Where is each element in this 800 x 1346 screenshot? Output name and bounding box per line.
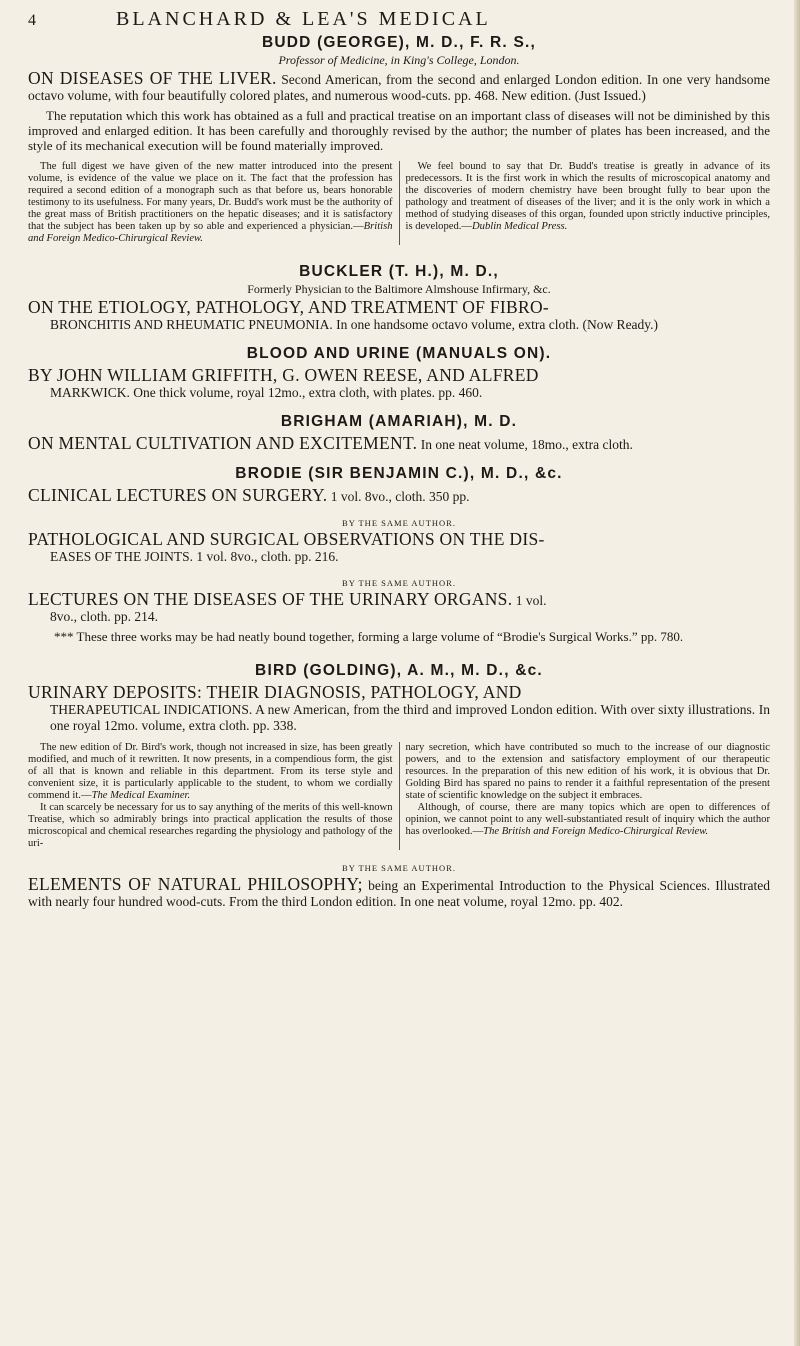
- review-left: [28, 161, 393, 245]
- author-heading: BUCKLER (T. H.), M. D.,: [299, 263, 499, 280]
- review-source: The British and Foreign Medico-Chirurgical Review.: [483, 826, 709, 837]
- review-source: British and Foreign Medico-Chirurgical Review.: [28, 221, 393, 244]
- book-description: The reputation which this work has obtained as a full and practical treatise on an important class of diseases will not be diminished by this improved and enlarged edition. It has been carefully and thoroughly revised by the author; the number of plates has been increased, and the style of its mechanical execution will be found materially improved.: [28, 108, 770, 153]
- book-title: [28, 591, 770, 625]
- review-text: The new edition of Dr. Bird's work, though not increased in size, has been greatly modified, and much of it rewritten. It now presents, in a compendious form, the gist of all that is known and reliable in this department. From its terse style and convenient size, it is particularly applicable to the student, to whom we cordially commend it.—: [28, 742, 393, 801]
- entry-blood-urine: [28, 345, 770, 401]
- title-main-cont: EASES OF THE JOINTS.: [50, 549, 194, 564]
- book-title: [28, 487, 770, 505]
- review-text-2: Although, of course, there are many topics which are open to differences of opinion, we cannot point to any well-substantiated result of inquiry which the author has overlooked.—: [405, 802, 770, 837]
- entry-buckler: [28, 263, 770, 333]
- title-details: being an Experimental Introduction to the Physical Sciences. Illustrated with nearly four hundred wood-cuts. From the third London edition. In one neat volume, royal 12mo. pp. 402.: [28, 878, 771, 909]
- review-source: The Medical Examiner.: [91, 790, 191, 801]
- entry-brodie-urinary: [28, 577, 770, 644]
- author-heading: BLOOD AND URINE (MANUALS ON).: [246, 345, 552, 362]
- author-heading: BIRD (GOLDING), A. M., M. D., &c.: [255, 662, 543, 679]
- title-main: URINARY DEPOSITS: THEIR DIAGNOSIS, PATHOLOGY, AND: [28, 682, 522, 702]
- title-main: LECTURES ON THE DISEASES OF THE URINARY ORGANS.: [28, 589, 513, 609]
- title-main: ON DISEASES OF THE LIVER.: [28, 68, 277, 88]
- title-main-cont: MARKWICK.: [50, 385, 130, 400]
- title-main: ELEMENTS OF NATURAL PHILOSOPHY;: [28, 874, 363, 894]
- review-text: The full digest we have given of the new matter introduced into the present volume, is evidence of the value we place on it. The fact that the profession has required a second edition of a monograph such as that before us, bears honorable testimony to its usefulness. For many years, Dr. Budd's work must be the authority of the great mass of British practitioners on the hepatic diseases; and it is satisfactory that the subject has been taken up by so able and experienced a physician.—: [28, 161, 393, 232]
- title-main: ON MENTAL CULTIVATION AND EXCITEMENT.: [28, 433, 418, 453]
- author-heading: BRODIE (SIR BENJAMIN C.), M. D., &c.: [235, 465, 563, 482]
- by-same-author: BY THE SAME AUTHOR.: [342, 578, 456, 588]
- review-right: [399, 161, 771, 245]
- reviews: [28, 161, 770, 245]
- book-title: [28, 531, 770, 565]
- author-note: Formerly Physician to the Baltimore Almshouse Infirmary, &c.: [247, 282, 551, 296]
- entry-bird-philosophy: [28, 862, 770, 910]
- review-text-2: It can scarcely be necessary for us to say anything of the merits of this well-known Treatise, which so admirably brings into practical application the results of those microscopical and chemical researches regarding the physiology and pathology of the uri-: [28, 802, 393, 849]
- running-title: BLANCHARD & LEA'S MEDICAL: [116, 8, 491, 30]
- title-main-cont: THERAPEUTICAL INDICATIONS.: [50, 702, 253, 717]
- page-number: 4: [28, 12, 36, 29]
- title-details: One thick volume, royal 12mo., extra cloth, with plates. pp. 460.: [133, 385, 483, 400]
- title-main-cont: BRONCHITIS AND RHEUMATIC PNEUMONIA.: [50, 317, 333, 332]
- bundle-notice: *** These three works may be had neatly bound together, forming a large volume of “Brodie's Surgical Works.” pp. 780.: [54, 629, 684, 644]
- running-head: [28, 8, 770, 34]
- book-title: [28, 299, 770, 333]
- title-details: Second American, from the second and enlarged London edition. In one very handsome octavo volume, with four beautifully colored plates, and numerous wood-cuts. pp. 468. New edition. (Just Issued.): [28, 72, 771, 103]
- title-details: 1 vol. 8vo., cloth. pp. 216.: [196, 549, 339, 564]
- review-text: We feel bound to say that Dr. Budd's treatise is greatly in advance of its predecessors. It is the first work in which the results of microscopical anatomy and the discoveries of modern chemistry have been brought fully to bear upon the pathology and treatment of diseases of the liver; and it is the only work in which a method of studying diseases of this organ, founded upon strictly inductive principles, is developed.—: [405, 161, 770, 232]
- title-details: A new American, from the third and improved London edition. With over sixty illustrations. In one royal 12mo. volume, extra cloth. pp. 338.: [50, 702, 770, 733]
- title-main: CLINICAL LECTURES ON SURGERY.: [28, 485, 328, 505]
- title-main: PATHOLOGICAL AND SURGICAL OBSERVATIONS ON THE DIS-: [28, 529, 545, 549]
- review-text: nary secretion, which have contributed so much to the increase of our diagnostic powers, and to the extension and satisfactory employment of our therapeutic resources. In the preparation of this new edition of his work, it is obvious that Dr. Golding Bird has spared no pains to render it a faithful representation of the present state of scientific knowledge on the subject it embraces.: [405, 742, 770, 801]
- review-right: [399, 742, 771, 850]
- entry-brigham: [28, 413, 770, 453]
- book-title: [28, 435, 770, 453]
- title-main: ON THE ETIOLOGY, PATHOLOGY, AND TREATMENT OF FIBRO-: [28, 297, 550, 317]
- author-note: Professor of Medicine, in King's College, London.: [278, 53, 520, 67]
- entry-brodie: [28, 465, 770, 505]
- entry-bird: [28, 662, 770, 850]
- author-heading: BRIGHAM (AMARIAH), M. D.: [280, 413, 518, 430]
- title-details: In one neat volume, 18mo., extra cloth.: [420, 437, 633, 452]
- book-title: [28, 70, 770, 104]
- title-main: BY JOHN WILLIAM GRIFFITH, G. OWEN REESE, AND ALFRED: [28, 365, 539, 385]
- by-same-author: BY THE SAME AUTHOR.: [342, 518, 456, 528]
- reviews: [28, 742, 770, 850]
- review-source: Dublin Medical Press.: [472, 221, 568, 232]
- page-edge: [794, 0, 800, 1346]
- entry-brodie-joints: [28, 517, 770, 565]
- title-details: 1 vol.: [515, 593, 547, 608]
- entry-budd: [28, 34, 770, 245]
- title-details-cont: 8vo., cloth. pp. 214.: [50, 609, 158, 624]
- book-title: [28, 367, 770, 401]
- author-heading: BUDD (GEORGE), M. D., F. R. S.,: [261, 34, 536, 51]
- title-details: 1 vol. 8vo., cloth. 350 pp.: [330, 489, 470, 504]
- book-title: [28, 684, 770, 734]
- title-details: In one handsome octavo volume, extra cloth. (Now Ready.): [336, 317, 659, 332]
- book-title: [28, 876, 770, 910]
- review-left: [28, 742, 393, 850]
- by-same-author: BY THE SAME AUTHOR.: [342, 863, 456, 873]
